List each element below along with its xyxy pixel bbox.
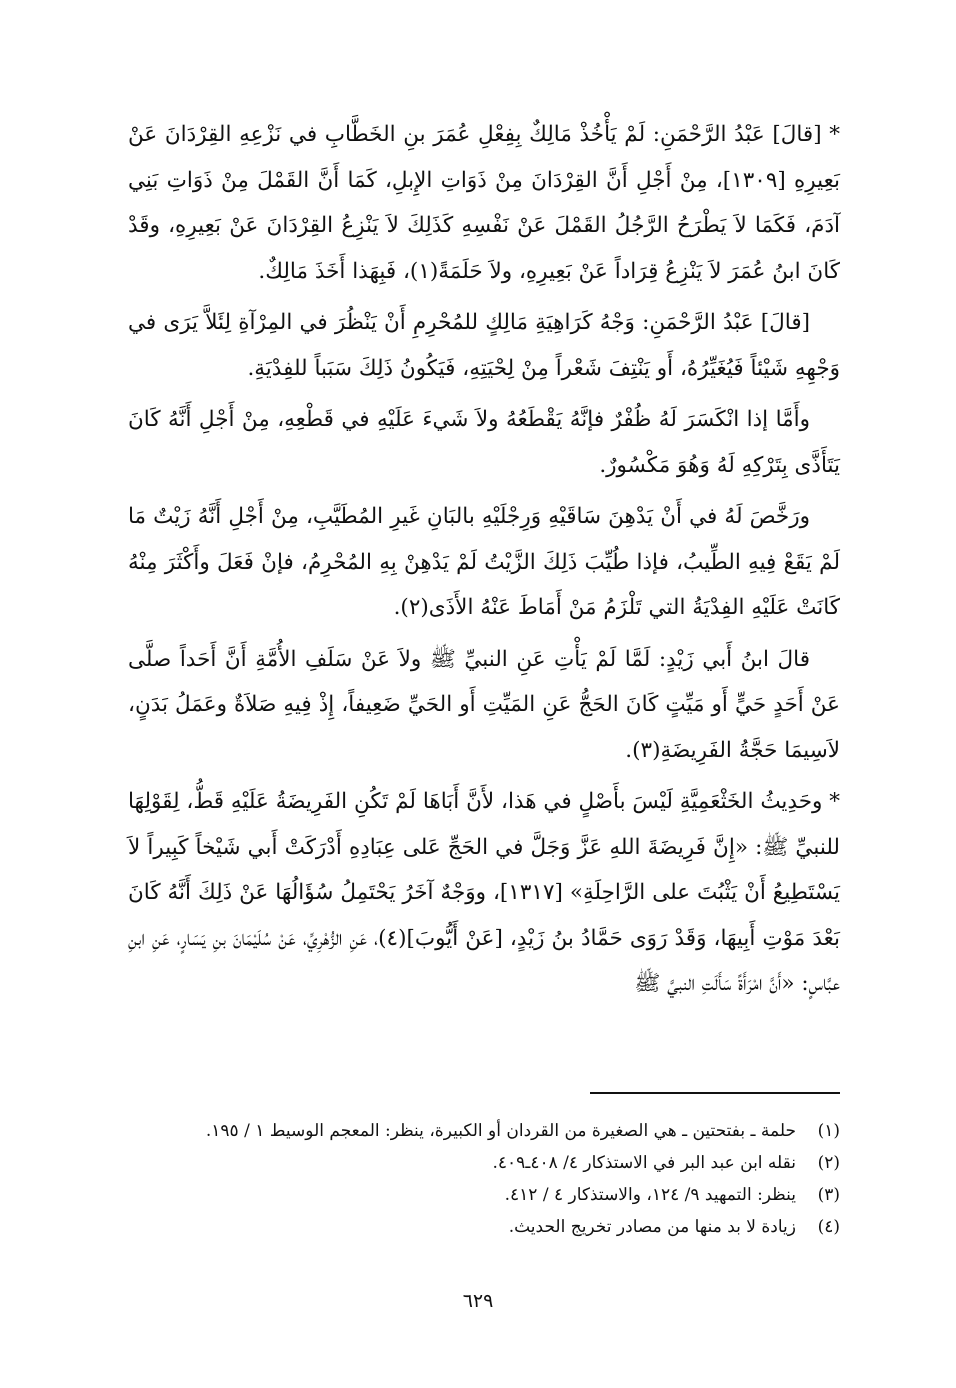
footnote-4 — [128, 1211, 840, 1243]
footnote-3 — [128, 1179, 840, 1211]
paragraph-3: وأَمَّا إذا انْكَسَرَ لَهُ ظُفْرٌ فإنَّهُ يَقْطَعُهُ ولاَ شَيءَ عَلَيْهِ في قَطْعِهِ، مِنْ أَجْلِ أَنَّهُ كَانَ يَتَأَذَّى بِتَرْكِهِ لَهُ وَهُوَ مَكْسُورٌ. — [128, 407, 840, 478]
footnote-text: زيادة لا بد منها من مصادر تخريج الحديث. — [508, 1217, 796, 1237]
footnote-2 — [128, 1147, 840, 1179]
footnote-number: (٣) — [817, 1185, 840, 1205]
footnote-number: (٤) — [817, 1217, 840, 1237]
footnote-text: ينظر: التمهيد ٩/ ١٢٤، والاستذكار ٤ / ٤١٢. — [504, 1185, 796, 1205]
footnote-1 — [128, 1115, 840, 1147]
page-number: ٦٢٩ — [462, 1290, 494, 1312]
paragraph-2: [قالَ] عَبْدُ الرَّحْمَنِ: وَجْهُ كَرَاهِيَةِ مَالِكٍ للمُحْرِمِ أَنْ يَنْظُرَ في المِرْآةِ لِئَلاَّ يَرَى في وَجْهِهِ شَيْئاً فَيُغَيِّرُهُ، أَو يَنْتِفَ شَعْراً مِنْ لِحْيَتِهِ، فَيَكُونُ ذَلِكَ سَبَباً للفِدْيَةِ. — [128, 310, 840, 381]
paragraph-4: ورَخَّصَ لَهُ في أَنْ يَدْهِنَ سَاقَيْهِ وَرِجْلَيْهِ بالبَانِ غَيرِ المُطَيَّبِ، مِنْ أَجْلِ أَنَّهُ زَيْتٌ مَا لَمْ يَقَعْ فِيهِ الطِّيبُ، فإذا طُيِّبَ ذَلِكَ الزَّيْتُ لَمْ يَدْهِنْ بِهِ المُحْرِمُ، فإنْ فَعَلَ وأَكْثَرَ مِنْهُ كَانَتْ عَلَيْهِ الفِدْيَةُ التي تَلْزَمُ مَنْ أَمَاطَ عَنْهُ الأَذَى(٢). — [128, 504, 840, 620]
footnote-number: (٢) — [817, 1153, 840, 1173]
footnotes — [128, 1115, 840, 1243]
footnote-text: حلمة ـ بفتحتين ـ هي الصغيرة من القردان أو الكبيرة، ينظر: المعجم الوسيط ١ / ١٩٥. — [205, 1121, 796, 1141]
paragraph-5: قالَ ابنُ أَبي زَيْدٍ: لَمَّا لَمْ يَأْتِ عَنِ النبيِّ ﷺ ولاَ عَنْ سَلَفِ الأُمَّةِ أَنَّ أَحَداً صلَّى عَنْ أَحَدٍ حَيٍّ أَو مَيِّتٍ كَانَ الحَجُّ عَنِ المَيِّتِ أَو الحَيِّ ضَعِيفاً، إِذْ فِيهِ صَلاَةٌ وعَمَلُ بَدَنٍ، لاَسِيمَا حَجَّةُ الفَرِيضَةِ(٣). — [128, 646, 840, 763]
footnote-number: (١) — [817, 1121, 840, 1141]
paragraph-1: * [قالَ] عَبْدُ الرَّحْمَنِ: لَمْ يَأْخُذْ مَالِكٌ بِفِعْلِ عُمَرَ بنِ الخَطَّابِ في نَزْعِهِ القِرْدَانَ عَنْ بَعِيرِهِ [١٣٠٩]، مِنْ أَجْلِ أَنَّ القِرْدَانَ مِنْ ذَوَاتِ الإِبلِ، كَمَا أَنَّ القَمْلَ مِنْ ذَوَاتِ بَنِي آدَمَ، فَكَمَا لاَ يَطْرَحُ الرَّجُلُ القَمْلَ عَنْ نَفْسِهِ كَذَلِكَ لاَ يَنْزِعُ القِرْدَانَ عَنْ بَعِيرِهِ، وقَدْ كَانَ ابنُ عُمَرَ لاَ يَنْزِعُ قِرَاداً عَنْ بَعِيرِهِ، ولاَ حَلَمَةً(١)، فَبِهَذا أَخَذَ مَالِكٌ. — [128, 122, 840, 284]
footnote-separator — [590, 1092, 840, 1094]
paragraph-6: * وحَدِيثُ الخَثْعَمِيَّةِ لَيْسَ بأَصْلٍ في هَذا، لأَنَّ أَبَاهَا لَمْ تَكُنِ الفَرِيضَةُ عَلَيْهِ قَطُّ، لِقَوْلِهَا للنبيِّ ﷺ: «إِنَّ فَرِيضَةَ اللهِ عَزَّ وَجَلَّ في الحَجِّ عَلى عِبَادِهِ أَدْرَكَتْ أَبي شَيْخاً كَبِيراً لاَ يَسْتَطِيعُ أَنْ يَثْبُتَ على الرَّاحِلَةِ» [١٣١٧]، ووَجْهٌ آخَرُ يَحْتَمِلُ سُؤَالُهَا عَنْ ذَلِكَ أَنَّهُ كَانَ بَعْدَ مَوْتِ أَبِيهَا، وَقَدْ رَوَى حَمَّادُ بنُ زَيْدٍ، [عَنْ أَيُّوبَ](٤)، عَنِ الزُّهْرِيِّ، عَنْ سُلَيْمَانَ بنِ يَسَارٍ، عَنِ ابنِ عبَّاسٍ: «أَنَّ امْرَأَةً سَأَلَتِ النبيَّ ﷺ — [128, 789, 840, 996]
main-text — [128, 112, 840, 1013]
footnote-text: نقله ابن عبد البر في الاستذكار ٤/ ٤٠٨ـ٤٠٩. — [492, 1153, 796, 1173]
